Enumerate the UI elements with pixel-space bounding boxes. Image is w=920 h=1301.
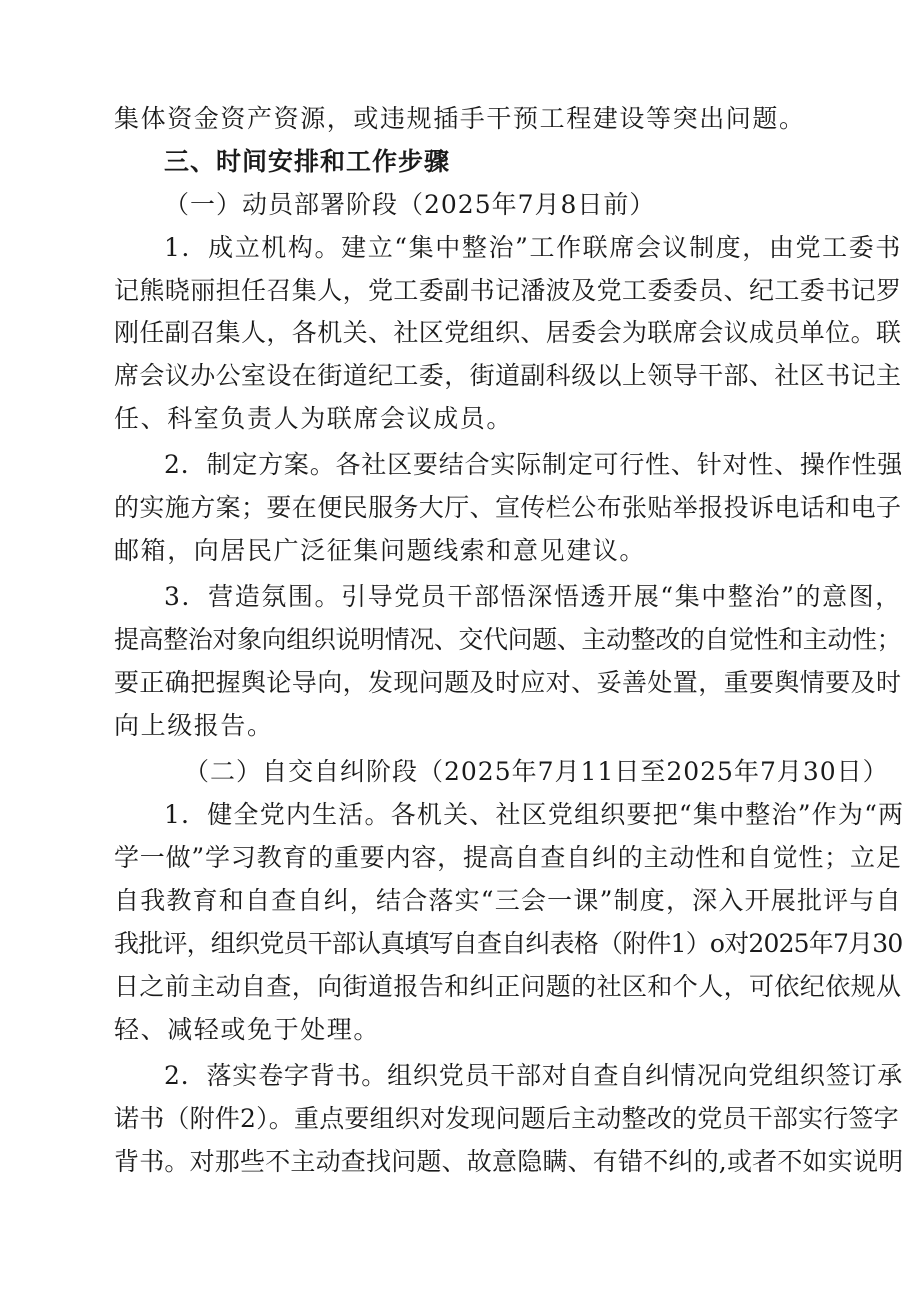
paragraph-line: 邮箱，向居民广泛征集问题线索和意见建议。 xyxy=(114,536,647,565)
paragraph-line: 背书。对那些不主动查找问题、故意隐瞒、有错不纠的,或者不如实说明 xyxy=(114,1147,904,1176)
paragraph-line: 任、科室负责人为联席会议成员。 xyxy=(114,404,514,433)
paragraph-line: 刚任副召集人，各机关、社区党组织、居委会为联席会议成员单位。联 xyxy=(114,318,902,347)
paragraph-line: 2．落实卷字背书。组织党员干部对自查自纠情况向党组织签订承 xyxy=(164,1061,904,1090)
paragraph-line: 3．营造氛围。引导党员干部悟深悟透开展“集中整治”的意图， xyxy=(164,582,902,611)
section-heading: 三、时间安排和工作步骤 xyxy=(164,147,451,176)
paragraph-line: 集体资金资产资源，或违规插手干预工程建设等突出问题。 xyxy=(114,104,806,133)
subsection-heading: （一）动员部署阶段（2025年7月8日前） xyxy=(164,190,656,219)
paragraph-line: 提高整治对象向组织说明情况、交代问题、主动整改的自觉性和主动性； xyxy=(114,625,902,654)
paragraph-line: 向上级报告。 xyxy=(114,711,274,740)
subsection-heading: （二）自交自纠阶段（2025年7月11日至2025年7月30日） xyxy=(184,757,889,786)
paragraph-line: 诺书（附件2）。重点要组织对发现问题后主动整改的党员干部实行签字 xyxy=(114,1104,899,1133)
paragraph-line: 我批评，组织党员干部认真填写自查自纠表格（附件1）o对2025年7月30 xyxy=(114,929,903,958)
paragraph-line: 轻、减轻或免于处理。 xyxy=(114,1015,381,1044)
paragraph-line: 自我教育和自查自纠，结合落实“三会一课”制度，深入开展批评与自 xyxy=(114,886,902,915)
paragraph-line: 2．制定方案。各社区要结合实际制定可行性、针对性、操作性强 xyxy=(164,450,904,479)
paragraph-line: 的实施方案；要在便民服务大厅、宣传栏公布张贴举报投诉电话和电子 xyxy=(114,493,902,522)
paragraph-line: 席会议办公室设在街道纪工委，街道副科级以上领导干部、社区书记主 xyxy=(114,361,902,390)
paragraph-line: 日之前主动自查，向街道报告和纠正问题的社区和个人，可依纪依规从 xyxy=(114,972,902,1001)
paragraph-line: 1．健全党内生活。各机关、社区党组织要把“集中整治”作为“两 xyxy=(164,800,905,829)
paragraph-line: 学一做”学习教育的重要内容，提高自查自纠的主动性和自觉性；立足 xyxy=(114,843,902,872)
paragraph-line: 记熊晓丽担任召集人，党工委副书记潘波及党工委委员、纪工委书记罗 xyxy=(114,276,902,305)
paragraph-line: 要正确把握舆论导向，发现问题及时应对、妥善处置，重要舆情要及时 xyxy=(114,668,902,697)
paragraph-line: 1．成立机构。建立“集中整治”工作联席会议制度，由党工委书 xyxy=(164,233,902,262)
